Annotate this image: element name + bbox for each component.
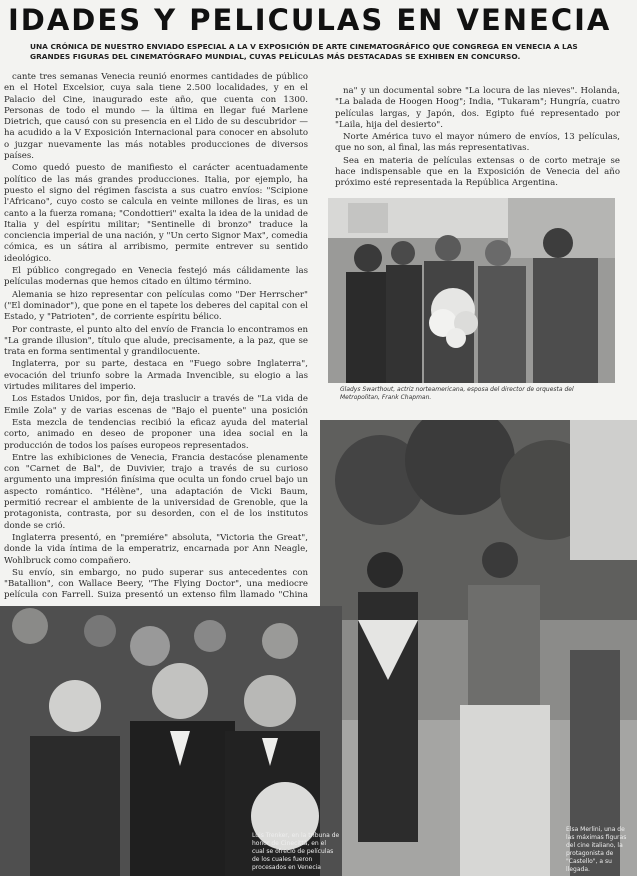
photo-caption: Luis Trenker, en la tribuna de honor de Cinecittà, en el cual se ofreció de películas de los cuales fueron procesados en Venecia xyxy=(252,832,340,871)
right-column-top xyxy=(335,86,620,198)
photo-two-women-standing xyxy=(320,420,637,876)
article-subtitle: UNA CRÓNICA DE NUESTRO ENVIADO ESPECIAL A LA V EXPOSICIÓN DE ARTE CINEMATOGRÁFICO QUE CONGREGA EN VENECIA A LAS GRANDES FIGURAS DEL CINEMATÓGRAFO MUNDIAL, CUYAS PELÍCULAS MÁS DESTACADAS SE EXHIBEN EN CONCURSO. xyxy=(30,42,578,61)
paragraph: Como quedó puesto de manifiesto el carácter acentuadamente político de las más grandes producciones. Italia, por ejemplo, ha puesto el signo del régimen fascista a sus cuatro envíos: "Scipione l'Africano", cuyo costo se calcula en veinte millones de liras, es un canto a la fuerza romana; "Condottieri" exalta la idea de la unidad de Italia y del espíritu militar; "Sentinelle di bronzo" traduce la conciencia imperial de una nación, y "Un certo Signor Max", comedia cómica, es un sátira al arribismo, permite entrever su sentido ideológico. xyxy=(4,163,308,264)
paragraph: Inglaterra, por su parte, destaca en "Fuego sobre Inglaterra", evocación del triunfo sobre la Armada Invencible, su elogio a las virtudes militares del imperio. xyxy=(4,359,308,393)
paragraph: Inglaterra presentó, en "premiére" absoluta, "Victoria the Great", donde la vida íntima de la emperatriz, encarnada por Ann Neagle, Wohlbruck como compañero. xyxy=(4,532,308,566)
paragraph: Norte América tuvo el mayor número de envíos, 13 películas, que no son, al final, las más representativas. xyxy=(335,132,620,154)
photo-caption: Elsa Merlini, una de las máximas figuras del cine italiano, la protagonista de "Castello", a su llegada. xyxy=(566,826,627,873)
photo-caption: Gladys Swarthout, actriz norteamericana, esposa del director de orquesta del Metropolitan, Frank Chapman. xyxy=(340,386,574,401)
paragraph: Esta mezcla de tendencias recibió la eficaz ayuda del material corto, animado en deseo de proponer una idea social en la producción de todos los países europeos representados. xyxy=(4,418,308,451)
page-title: IDADES Y PELICULAS EN VENECIA xyxy=(8,3,612,37)
paragraph: Por contraste, el punto alto del envío de Francia lo encontramos en "La grande illusion", título que alude, precisamente, a la paz, que se trata en forma sentimental y grandilocuente. xyxy=(4,324,308,358)
photo-two-women-standing-image xyxy=(320,420,637,876)
paragraph: Sea en materia de películas extensas o de corto metraje se hace indispensable que en la Exposición de Venecia del año próximo esté representada la República Argentina. xyxy=(335,155,620,189)
paragraph: Entre las exhibiciones de Venecia, Francia destacóse plenamente con "Carnet de Bal", de Duvivier, trajo a través de su curioso argumento una impresión finísima que oculta un fondo cruel bajo un aspecto romántico. "Hélène", una adaptación de Vicki Baum, permitió recrear el ambiente de la universidad de Grenoble, que la protagonista, contrasta, por su desorden, con el de los institutos donde se crió. xyxy=(4,452,308,531)
paragraph: cante tres semanas Venecia reunió enormes cantidades de público en el Hotel Excelsior, cuya sala tiene 2.500 localidades, y en el Palacio del Cine, inaugurado este año, que cuenta con 1300. Personas de todo el mundo — la última en llegar fué Marlene Dietrich, que causó con su presencia en el Lido de su descubridor — ha acudido a la V Exposición Internacional para conocer en absoluto o juzgar nuevamente las más notables producciones de diversos países. xyxy=(4,72,308,162)
photo-crowd-woman-flowers xyxy=(328,198,615,383)
paragraph: Alemania se hizo representar con películas como "Der Herrscher" ("El dominador"), que pone en el tapete los deberes del capital con el Estado, y "Patrioten", de corriente espíritu bélico. xyxy=(4,289,308,323)
left-column-top xyxy=(4,72,308,417)
paragraph: na" y un documental sobre "La locura de las nieves". Holanda, "La balada de Hoogen Hoog"; India, "Tukaram"; Hungría, cuatro películas largas, y Japón, dos. Egipto fué representado por "Laila, hija del desierto". xyxy=(335,86,620,130)
paragraph: El público congregado en Venecia festejó más cálidamente las películas modernas que hemos citado en último término. xyxy=(4,266,308,288)
photo-crowd-woman-flowers-image xyxy=(328,198,615,383)
paragraph: Los Estados Unidos, por fin, deja traslucir a través de "La vida de Emile Zola" y de varias escenas de "Bajo el puente" una posición xyxy=(4,394,308,416)
left-column-bottom xyxy=(4,418,308,603)
paragraph: Su envío, sin embargo, no pudo superar sus antecedentes con "Batallion", con Wallace Beery, "The Flying Doctor", una mediocre película con Farrell. Suiza presentó un extenso film llamado "China xyxy=(4,567,308,601)
